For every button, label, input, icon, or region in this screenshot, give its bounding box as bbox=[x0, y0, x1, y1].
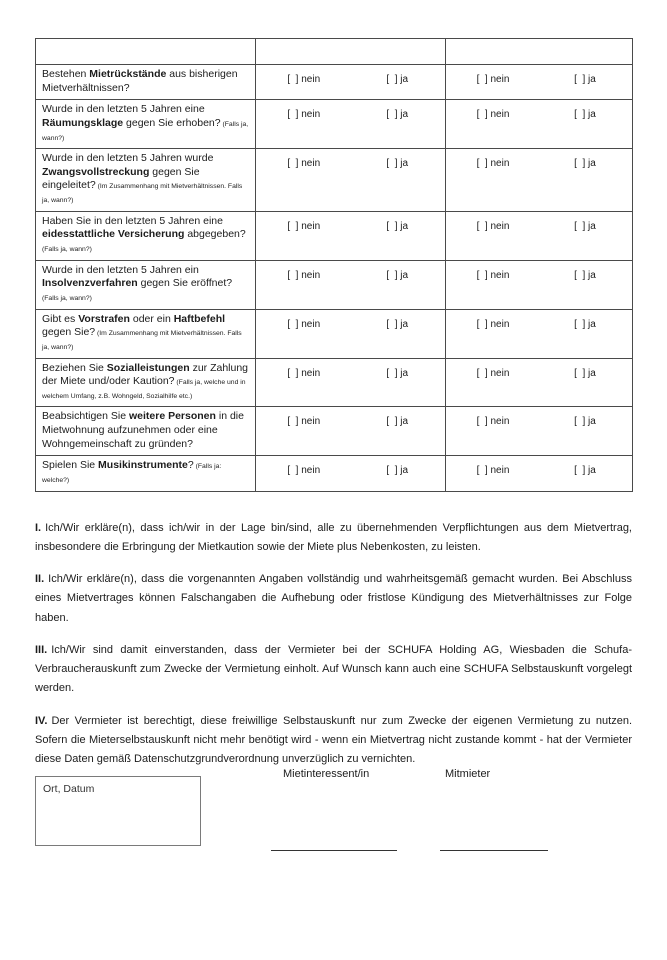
paragraph-2-text: Ich/Wir erkläre(n), dass die vorgenannten Angaben vollständig und wahrheitsgemäß gemacht wurden. Bei Abschluss eines Mietvertrages können Falschangaben die Aufhebung oder fristlose Kündigung des Mietverhältnisses zur Folge haben. bbox=[35, 573, 632, 624]
checkbox-label: ja bbox=[397, 416, 409, 428]
checkbox-box-icon[interactable]: [ ] bbox=[386, 367, 398, 379]
checkbox-box-icon[interactable]: [ ] bbox=[287, 367, 299, 379]
checkbox-box-icon[interactable]: [ ] bbox=[476, 74, 488, 85]
checkbox-box-icon[interactable]: [ ] bbox=[287, 74, 299, 85]
checkbox-label: nein bbox=[298, 416, 321, 428]
paragraph-4 bbox=[35, 712, 632, 770]
co-tenant-checkbox-option-nein[interactable] bbox=[447, 221, 539, 232]
paragraph-4-number: IV. bbox=[35, 714, 48, 727]
question-note: (Falls ja, wann?) bbox=[42, 294, 92, 302]
checkbox-box-icon[interactable]: [ ] bbox=[574, 74, 586, 85]
question-row-6 bbox=[36, 309, 633, 358]
question-row-3 bbox=[36, 149, 633, 212]
co-tenant-checkbox-option-nein[interactable] bbox=[447, 319, 539, 330]
applicant-options bbox=[257, 221, 444, 232]
checkbox-box-icon[interactable]: [ ] bbox=[386, 465, 398, 477]
co-tenant-answer-cell bbox=[446, 211, 633, 260]
question-fragment: Wurde in den letzten 5 Jahren wurde bbox=[42, 152, 214, 165]
question-note: (Im Zusammenhang mit Mietverhältnissen. Falls ja, wann?) bbox=[42, 183, 243, 205]
co-tenant-options bbox=[447, 74, 631, 85]
question-fragment: Spielen Sie bbox=[42, 459, 99, 472]
question-text bbox=[36, 407, 256, 456]
question-fragment: Gibt es bbox=[42, 312, 79, 325]
applicant-checkbox-option-ja[interactable] bbox=[351, 368, 445, 379]
applicant-checkbox-option-ja[interactable] bbox=[351, 465, 445, 476]
checkbox-label: nein bbox=[298, 318, 321, 330]
question-keyword: Sozialleistungen bbox=[106, 361, 190, 374]
co-tenant-checkbox-option-ja[interactable] bbox=[539, 109, 631, 120]
checkbox-label: nein bbox=[487, 367, 510, 379]
checkbox-box-icon[interactable]: [ ] bbox=[386, 158, 398, 170]
applicant-signature-label: Mietinteressent/in bbox=[283, 768, 370, 780]
question-fragment: zur Zahlung der Miete und/oder Kaution? bbox=[42, 361, 249, 388]
checkbox-box-icon[interactable]: [ ] bbox=[476, 109, 488, 121]
checkbox-label: nein bbox=[298, 465, 321, 477]
co-tenant-signature-line[interactable] bbox=[440, 850, 548, 851]
question-fragment: gegen Sie eröffnet? bbox=[137, 277, 233, 290]
checkbox-label: ja bbox=[397, 269, 409, 281]
checkbox-box-icon[interactable]: [ ] bbox=[574, 318, 586, 330]
checkbox-label: ja bbox=[585, 109, 596, 121]
applicant-options bbox=[257, 74, 444, 85]
questions-table bbox=[35, 38, 633, 492]
co-tenant-options bbox=[447, 270, 631, 281]
co-tenant-checkbox-option-nein[interactable] bbox=[447, 74, 539, 85]
checkbox-box-icon[interactable]: [ ] bbox=[287, 269, 299, 281]
applicant-checkbox-option-nein[interactable] bbox=[257, 270, 351, 281]
applicant-options bbox=[257, 465, 444, 476]
question-fragment: Wurde in den letzten 5 Jahren ein bbox=[42, 263, 199, 276]
applicant-checkbox-option-nein[interactable] bbox=[257, 221, 351, 232]
checkbox-box-icon[interactable]: [ ] bbox=[287, 220, 299, 232]
question-fragment: gegen Sie erhoben? bbox=[123, 116, 221, 129]
co-tenant-checkbox-option-nein[interactable] bbox=[447, 416, 539, 427]
header-cell-applicant bbox=[256, 39, 446, 65]
applicant-answer-cell bbox=[256, 456, 446, 491]
question-note: (Falls ja, wann?) bbox=[42, 120, 249, 142]
applicant-checkbox-option-nein[interactable] bbox=[257, 109, 351, 120]
checkbox-box-icon[interactable]: [ ] bbox=[476, 416, 488, 428]
checkbox-label: nein bbox=[298, 367, 321, 379]
co-tenant-answer-cell bbox=[446, 100, 633, 149]
checkbox-label: nein bbox=[487, 220, 510, 232]
question-fragment: Beziehen Sie bbox=[42, 361, 107, 374]
question-fragment: Haben Sie in den letzten 5 Jahren eine bbox=[42, 214, 223, 227]
question-keyword: Insolvenzverfahren bbox=[42, 277, 138, 290]
question-fragment: Wurde in den letzten 5 Jahren eine bbox=[42, 103, 205, 116]
applicant-options bbox=[257, 158, 444, 169]
co-tenant-answer-cell bbox=[446, 456, 633, 491]
paragraph-1 bbox=[35, 519, 632, 558]
declaration-paragraphs bbox=[35, 519, 632, 770]
applicant-checkbox-option-nein[interactable] bbox=[257, 465, 351, 476]
checkbox-label: ja bbox=[397, 367, 409, 379]
co-tenant-checkbox-option-nein[interactable] bbox=[447, 465, 539, 476]
question-row-4 bbox=[36, 211, 633, 260]
paragraph-4-text: Der Vermieter ist berechtigt, diese freiwillige Selbstauskunft nur zum Zwecke der eigenen Vermietung zu nutzen. Sofern die Mieterselbstauskunft nicht mehr benötigt wird - wenn ein Mietvertrag nicht zustande kommt - hat der Vermieter diese Daten gemäß Datenschutzgrundverordnung unverzüglich zu vernichten. bbox=[35, 714, 632, 766]
applicant-answer-cell bbox=[256, 407, 446, 456]
checkbox-label: nein bbox=[487, 416, 510, 428]
question-text bbox=[36, 260, 256, 309]
checkbox-label: ja bbox=[397, 220, 409, 232]
applicant-checkbox-option-nein[interactable] bbox=[257, 416, 351, 427]
co-tenant-checkbox-option-ja[interactable] bbox=[539, 416, 631, 427]
applicant-checkbox-option-ja[interactable] bbox=[351, 109, 445, 120]
co-tenant-checkbox-option-nein[interactable] bbox=[447, 368, 539, 379]
co-tenant-answer-cell bbox=[446, 260, 633, 309]
co-tenant-options bbox=[447, 221, 631, 232]
co-tenant-checkbox-option-ja[interactable] bbox=[539, 221, 631, 232]
question-keyword: Zwangsvollstreckung bbox=[42, 165, 150, 178]
question-text bbox=[36, 358, 256, 407]
checkbox-label: nein bbox=[487, 269, 510, 281]
applicant-checkbox-option-ja[interactable] bbox=[351, 221, 445, 232]
header-cell-co-tenant bbox=[446, 39, 633, 65]
checkbox-label: ja bbox=[397, 74, 409, 85]
question-note: (Falls ja, welche und in welchem Umfang, z.B. Wohngeld, Sozialhilfe etc.) bbox=[42, 379, 246, 400]
checkbox-label: ja bbox=[585, 220, 596, 232]
question-fragment: abgegeben? bbox=[184, 228, 246, 241]
applicant-answer-cell bbox=[256, 260, 446, 309]
applicant-options bbox=[257, 416, 444, 427]
co-tenant-checkbox-option-ja[interactable] bbox=[539, 368, 631, 379]
applicant-options bbox=[257, 319, 444, 330]
checkbox-label: ja bbox=[585, 74, 596, 85]
checkbox-box-icon[interactable]: [ ] bbox=[574, 158, 586, 170]
question-fragment: Bestehen bbox=[42, 68, 90, 80]
co-tenant-answer-cell bbox=[446, 358, 633, 407]
paragraph-1-text: Ich/Wir erkläre(n), dass ich/wir in der Lage bin/sind, alle zu übernehmenden Verpflichtungen aus dem Mietvertrag, insbesondere die Erbringung der Mietkaution sowie der Miete plus Nebenkosten, zu leisten. bbox=[35, 521, 632, 553]
co-tenant-options bbox=[447, 368, 631, 379]
question-fragment: gegen Sie? bbox=[42, 326, 96, 339]
place-date-field[interactable] bbox=[35, 776, 201, 846]
co-tenant-options bbox=[447, 158, 631, 169]
question-note: (Falls ja: welche?) bbox=[42, 463, 222, 485]
question-fragment: in die Mietwohnung aufzunehmen oder eine Wohngemeinschaft zu gründen? bbox=[42, 410, 244, 450]
checkbox-box-icon[interactable]: [ ] bbox=[476, 269, 488, 281]
table-header-row bbox=[36, 39, 633, 65]
question-row-8 bbox=[36, 407, 633, 456]
question-text bbox=[36, 149, 256, 212]
checkbox-box-icon[interactable]: [ ] bbox=[386, 220, 398, 232]
co-tenant-checkbox-option-ja[interactable] bbox=[539, 158, 631, 169]
question-fragment: oder ein bbox=[129, 312, 174, 325]
applicant-checkbox-option-nein[interactable] bbox=[257, 368, 351, 379]
checkbox-label: ja bbox=[585, 367, 596, 379]
question-row-1 bbox=[36, 65, 633, 100]
checkbox-label: ja bbox=[585, 416, 596, 428]
co-tenant-options bbox=[447, 319, 631, 330]
place-date-label: Ort, Datum bbox=[43, 783, 95, 795]
checkbox-box-icon[interactable]: [ ] bbox=[386, 109, 398, 121]
checkbox-label: nein bbox=[487, 318, 510, 330]
paragraph-3-number: III. bbox=[35, 643, 48, 656]
question-keyword: Räumungsklage bbox=[42, 116, 124, 129]
applicant-checkbox-option-nein[interactable] bbox=[257, 158, 351, 169]
co-tenant-options bbox=[447, 416, 631, 427]
paragraph-2-number: II. bbox=[35, 573, 45, 586]
question-fragment: gegen Sie eingeleitet? bbox=[42, 165, 200, 192]
question-keyword: Haftbefehl bbox=[173, 312, 226, 325]
applicant-answer-cell bbox=[256, 309, 446, 358]
question-text bbox=[36, 456, 256, 491]
co-tenant-checkbox-option-ja[interactable] bbox=[539, 319, 631, 330]
question-fragment: ? bbox=[187, 459, 194, 472]
applicant-answer-cell bbox=[256, 65, 446, 100]
co-tenant-checkbox-option-ja[interactable] bbox=[539, 270, 631, 281]
co-tenant-checkbox-option-ja[interactable] bbox=[539, 74, 631, 85]
applicant-checkbox-option-nein[interactable] bbox=[257, 74, 351, 85]
checkbox-label: ja bbox=[585, 465, 596, 477]
checkbox-label: ja bbox=[397, 109, 409, 121]
co-tenant-answer-cell bbox=[446, 309, 633, 358]
applicant-checkbox-option-ja[interactable] bbox=[351, 270, 445, 281]
co-tenant-signature-label: Mitmieter bbox=[445, 768, 491, 780]
applicant-signature-line[interactable] bbox=[271, 850, 397, 851]
applicant-checkbox-option-ja[interactable] bbox=[351, 416, 445, 427]
applicant-options bbox=[257, 109, 444, 120]
applicant-checkbox-option-ja[interactable] bbox=[351, 158, 445, 169]
checkbox-box-icon[interactable]: [ ] bbox=[574, 269, 586, 281]
checkbox-box-icon[interactable]: [ ] bbox=[386, 269, 398, 281]
question-row-5 bbox=[36, 260, 633, 309]
co-tenant-options bbox=[447, 465, 631, 476]
checkbox-label: ja bbox=[397, 465, 409, 477]
co-tenant-checkbox-option-nein[interactable] bbox=[447, 109, 539, 120]
checkbox-label: nein bbox=[298, 269, 321, 281]
applicant-options bbox=[257, 368, 444, 379]
checkbox-box-icon[interactable]: [ ] bbox=[476, 367, 488, 379]
checkbox-box-icon[interactable]: [ ] bbox=[476, 318, 488, 330]
question-text bbox=[36, 100, 256, 149]
question-keyword: weitere Personen bbox=[128, 410, 216, 423]
paragraph-3-text: Ich/Wir sind damit einverstanden, dass der Vermieter bei der SCHUFA Holding AG, Wiesbaden die Schufa-Verbraucherauskunft zum Zwecke der Vermietung einholt. Auf Wunsch kann auch eine SCHUFA Selbstauskunft vorgelegt werden. bbox=[35, 643, 632, 695]
question-fragment: aus bisherigen Mietverhältnissen? bbox=[42, 68, 238, 94]
applicant-answer-cell bbox=[256, 211, 446, 260]
checkbox-box-icon[interactable]: [ ] bbox=[287, 416, 299, 428]
paragraph-1-number: I. bbox=[35, 521, 42, 534]
checkbox-box-icon[interactable]: [ ] bbox=[287, 109, 299, 121]
paragraph-2 bbox=[35, 570, 632, 628]
checkbox-box-icon[interactable]: [ ] bbox=[287, 318, 299, 330]
checkbox-box-icon[interactable]: [ ] bbox=[287, 465, 299, 477]
co-tenant-answer-cell bbox=[446, 407, 633, 456]
checkbox-box-icon[interactable]: [ ] bbox=[574, 416, 586, 428]
applicant-answer-cell bbox=[256, 149, 446, 212]
checkbox-label: ja bbox=[585, 318, 596, 330]
checkbox-label: nein bbox=[487, 158, 510, 170]
checkbox-label: nein bbox=[487, 74, 510, 85]
checkbox-box-icon[interactable]: [ ] bbox=[386, 416, 398, 428]
checkbox-label: nein bbox=[298, 109, 321, 121]
applicant-checkbox-option-nein[interactable] bbox=[257, 319, 351, 330]
question-note: (Im Zusammenhang mit Mietverhältnissen. Falls ja, wann?) bbox=[42, 330, 242, 351]
form-content bbox=[35, 38, 632, 782]
question-row-9 bbox=[36, 456, 633, 491]
question-fragment: Beabsichtigen Sie bbox=[42, 410, 129, 423]
checkbox-box-icon[interactable]: [ ] bbox=[287, 158, 299, 170]
co-tenant-checkbox-option-nein[interactable] bbox=[447, 270, 539, 281]
checkbox-label: nein bbox=[487, 109, 510, 121]
header-cell-question bbox=[36, 39, 256, 65]
question-keyword: eidesstattliche Versicherung bbox=[42, 228, 185, 241]
question-text bbox=[36, 309, 256, 358]
co-tenant-answer-cell bbox=[446, 149, 633, 212]
checkbox-box-icon[interactable]: [ ] bbox=[386, 74, 398, 85]
co-tenant-answer-cell bbox=[446, 65, 633, 100]
checkbox-box-icon[interactable]: [ ] bbox=[386, 318, 398, 330]
question-text bbox=[36, 65, 256, 100]
applicant-checkbox-option-ja[interactable] bbox=[351, 319, 445, 330]
checkbox-label: ja bbox=[585, 269, 596, 281]
checkbox-label: nein bbox=[298, 158, 321, 170]
checkbox-box-icon[interactable]: [ ] bbox=[574, 220, 586, 232]
checkbox-label: nein bbox=[298, 74, 321, 85]
checkbox-box-icon[interactable]: [ ] bbox=[574, 367, 586, 379]
question-keyword: Mietrückstände bbox=[89, 68, 167, 80]
checkbox-box-icon[interactable]: [ ] bbox=[476, 220, 488, 232]
co-tenant-checkbox-option-ja[interactable] bbox=[539, 465, 631, 476]
question-text bbox=[36, 211, 256, 260]
applicant-answer-cell bbox=[256, 100, 446, 149]
co-tenant-options bbox=[447, 109, 631, 120]
paragraph-3 bbox=[35, 641, 632, 699]
question-row-7 bbox=[36, 358, 633, 407]
checkbox-label: ja bbox=[397, 318, 409, 330]
applicant-answer-cell bbox=[256, 358, 446, 407]
question-row-2 bbox=[36, 100, 633, 149]
checkbox-box-icon[interactable]: [ ] bbox=[574, 465, 586, 477]
checkbox-box-icon[interactable]: [ ] bbox=[476, 465, 488, 477]
checkbox-label: ja bbox=[397, 158, 409, 170]
checkbox-box-icon[interactable]: [ ] bbox=[476, 158, 488, 170]
checkbox-label: ja bbox=[585, 158, 596, 170]
checkbox-label: nein bbox=[487, 465, 510, 477]
co-tenant-checkbox-option-nein[interactable] bbox=[447, 158, 539, 169]
checkbox-label: nein bbox=[298, 220, 321, 232]
question-keyword: Vorstrafen bbox=[78, 312, 130, 325]
applicant-options bbox=[257, 270, 444, 281]
question-note: (Falls ja, wann?) bbox=[42, 246, 92, 254]
applicant-checkbox-option-ja[interactable] bbox=[351, 74, 445, 85]
question-keyword: Musikinstrumente bbox=[98, 459, 188, 472]
checkbox-box-icon[interactable]: [ ] bbox=[574, 109, 586, 121]
